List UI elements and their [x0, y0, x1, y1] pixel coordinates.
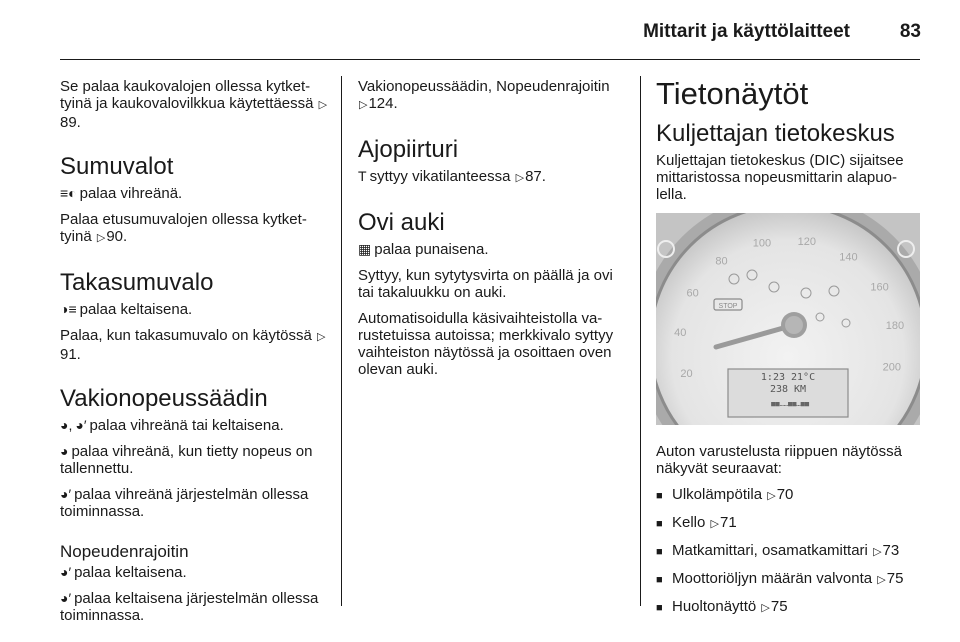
paragraph-fog-2: Palaa etusumuvalojen ollessa kytkettyinä ▷90. — [60, 211, 307, 245]
heading-ajopiirturi: Ajopiirturi — [358, 136, 459, 163]
paragraph-limiter-1: ◕′ palaa keltaisena. — [60, 564, 187, 581]
paragraph-cruise-ref: Vakionopeussäädin, Nopeudenrajoitin ▷124. — [358, 78, 610, 112]
page-ref: 90. — [106, 228, 128, 245]
list-item-text: Ulkolämpötila ▷70 — [672, 486, 794, 503]
paragraph-dic-intro: Kuljettajan tietokeskus (DIC) sijaitsee mittaristossa nopeusmittarin alapuolella. — [656, 152, 904, 203]
speed-tick-label: 140 — [839, 251, 858, 264]
page-ref: 70 — [776, 486, 794, 503]
paragraph-cruise-1: ◕, ◕′ palaa vihreänä tai keltaisena. — [60, 417, 284, 434]
speed-tick-label: 100 — [752, 237, 772, 250]
paragraph-limiter-2: ◕′ palaa keltaisena järjestelmän ollessa toiminnassa. — [60, 590, 319, 624]
page-ref: 91. — [60, 346, 81, 363]
speed-tick-label: 40 — [674, 327, 687, 340]
column-2 — [358, 78, 624, 387]
dic-item-list — [656, 486, 922, 617]
paragraph-cruise-2: ◕ palaa vihreänä, kun tietty nopeus on tallennettu. — [60, 443, 313, 477]
bullet-icon: ■ — [656, 546, 663, 558]
cruise-control-icon: ◕, — [60, 417, 73, 433]
speed-tick-label: 60 — [686, 287, 699, 300]
heading-kuljettajan-tietokeskus: Kuljettajan tietokeskus — [656, 120, 895, 147]
reference-arrow-icon: ▷ — [767, 490, 776, 502]
reference-arrow-icon: ▷ — [96, 232, 106, 244]
list-item — [656, 598, 922, 617]
list-item — [656, 486, 922, 505]
speed-tick-label: 180 — [885, 320, 905, 333]
speed-tick-label: 120 — [797, 236, 816, 249]
column-1 — [60, 78, 332, 633]
list-item — [656, 570, 922, 589]
cruise-control-active-icon: ◕′ — [60, 486, 72, 502]
dic-display-line-1: 1:23 21°C — [760, 372, 816, 383]
column-divider-2 — [640, 76, 641, 606]
paragraph-cruise-3: ◕′ palaa vihreänä järjestelmän ollessa toiminnassa. — [60, 486, 309, 520]
page-ref: 73 — [882, 542, 900, 559]
instrument-cluster-image — [656, 213, 920, 425]
bullet-icon: ■ — [656, 490, 663, 502]
list-item — [656, 514, 922, 533]
paragraph-fog-1: ≡◐ palaa vihreänä. — [60, 185, 183, 202]
reference-arrow-icon: ▷ — [318, 99, 328, 111]
speed-limiter-icon: ◕′ — [60, 590, 72, 606]
paragraph-door-1: ▦ palaa punaisena. — [358, 241, 489, 258]
speed-tick-label: 80 — [715, 255, 728, 268]
dic-display-line-2: 238 KM — [769, 384, 807, 395]
header-rule — [60, 59, 920, 60]
speed-tick-label: 160 — [870, 281, 889, 294]
bullet-icon: ■ — [656, 518, 663, 530]
list-item — [656, 542, 922, 561]
page-ref: 75 — [770, 598, 788, 615]
front-fog-light-icon: ≡◐ — [60, 185, 77, 201]
tachograph-icon: T — [358, 168, 367, 184]
rear-fog-light-icon: ◑≡ — [60, 301, 77, 317]
paragraph-rear-fog-2: Palaa, kun takasumuvalo on käytössä ▷91. — [60, 327, 326, 363]
reference-arrow-icon: ▷ — [877, 574, 886, 586]
list-item-text: Moottoriöljyn määrän valvonta ▷75 — [672, 570, 904, 587]
heading-takasumuvalo: Takasumuvalo — [60, 269, 214, 296]
paragraph-tachograph: T syttyy vikatilanteessa ▷87. — [358, 168, 546, 185]
reference-arrow-icon: ▷ — [359, 99, 368, 111]
reference-arrow-icon: ▷ — [761, 602, 770, 614]
list-item-text: Huoltonäyttö ▷75 — [672, 598, 788, 615]
page-ref: 89. — [60, 114, 81, 131]
instrument-cluster-illustration — [656, 213, 920, 425]
page-ref: 124. — [368, 95, 398, 112]
paragraph-dic-lead: Auton varustelusta riippuen näytössä näkyvät seuraavat: — [656, 443, 902, 477]
stop-indicator: STOP — [718, 303, 738, 310]
chapter-title: Mittarit ja käyttölaitteet — [643, 21, 850, 42]
reference-arrow-icon: ▷ — [710, 518, 719, 530]
cruise-control-icon: ◕ — [60, 443, 69, 459]
bullet-icon: ■ — [656, 602, 663, 614]
page-ref: 87. — [525, 168, 546, 185]
list-item-text: Matkamittari, osamatkamittari ▷73 — [672, 542, 900, 559]
paragraph-rear-fog-1: ◑≡ palaa keltaisena. — [60, 301, 193, 318]
speed-limiter-icon: ◕′ — [60, 564, 72, 580]
paragraph-door-2: Syttyy, kun sytytysvirta on päällä ja ovi tai takaluukku on auki. — [358, 267, 613, 301]
column-divider-1 — [341, 76, 342, 606]
bullet-icon: ■ — [656, 574, 663, 586]
reference-arrow-icon: ▷ — [317, 331, 326, 343]
heading-tietonaytot: Tietonäytöt — [656, 76, 809, 111]
page-number: 83 — [899, 21, 921, 42]
heading-sumuvalot: Sumuvalot — [60, 153, 174, 180]
column-3 — [656, 78, 922, 626]
heading-nopeudenrajoitin: Nopeudenrajoitin — [60, 542, 189, 561]
heading-vakionopeussaadin: Vakionopeussäädin — [60, 385, 268, 412]
speed-tick-label: 20 — [680, 368, 693, 380]
paragraph-door-3: Automatisoidulla käsivaihteistolla varustetuissa autoissa; merkkivalo syttyy vaihteiston näytössä ja osoittaen oven olevan auki. — [358, 310, 614, 378]
door-open-icon: ▦ — [358, 241, 372, 257]
list-item-text: Kello ▷71 — [672, 514, 737, 531]
page-header — [0, 0, 960, 60]
page-ref: 71 — [720, 514, 737, 531]
page-ref: 75 — [886, 570, 904, 587]
heading-ovi-auki: Ovi auki — [358, 209, 445, 236]
reference-arrow-icon: ▷ — [873, 546, 882, 558]
cruise-control-active-icon: ◕′ — [75, 417, 87, 433]
reference-arrow-icon: ▷ — [515, 172, 525, 184]
paragraph-high-beam: Se palaa kaukovalojen ollessa kytkettyinä ja kaukovalovilkkua käytettäessä ▷89. — [60, 78, 328, 131]
speed-tick-label: 200 — [882, 361, 901, 374]
dic-display-line-3: ■■……■■…■■ — [766, 400, 810, 408]
